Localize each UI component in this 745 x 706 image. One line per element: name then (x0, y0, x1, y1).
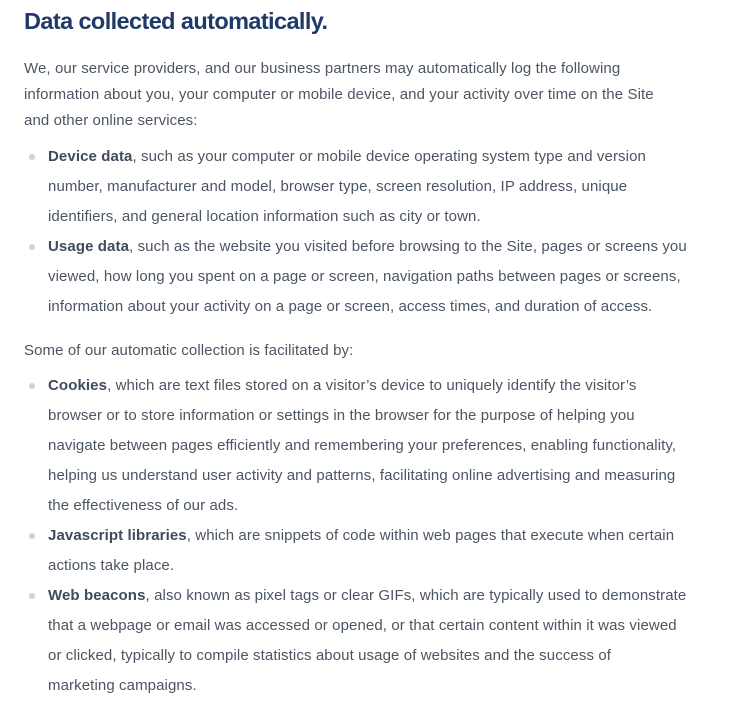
list-item-text: the effectiveness of our ads. (48, 497, 239, 514)
list-item-text: that a webpage or email was accessed or opened, or that certain content within it was viewed (48, 617, 677, 634)
list-item-text: , which are text files stored on a visitor’s device to uniquely identify the visitor’s (107, 377, 637, 394)
list-item-device-data (24, 142, 724, 232)
list-item-text: or clicked, typically to compile statistics about usage of websites and the success of (48, 647, 612, 664)
intro-line: information about you, your computer or mobile device, and your activity over time on the Site (24, 86, 654, 103)
list-item-text: , also known as pixel tags or clear GIFs, which are typically used to demonstrate (145, 587, 687, 604)
list-item-term: Cookies (48, 377, 108, 394)
tracking-technologies-list (24, 371, 724, 701)
facilitated-paragraph (24, 338, 714, 364)
bullet-icon (29, 533, 35, 539)
list-item-text: marketing campaigns. (48, 677, 197, 694)
facilitated-text: Some of our automatic collection is facilitated by: (24, 342, 354, 359)
list-item-text: , such as your computer or mobile device operating system type and version (132, 148, 646, 165)
collected-data-list (24, 142, 724, 322)
list-item-javascript-libraries (24, 521, 724, 581)
list-item-text: navigate between pages efficiently and remembering your preferences, enabling functionality, (48, 437, 677, 454)
list-item-term: Usage data (48, 238, 130, 255)
bullet-icon (29, 593, 35, 599)
list-item-text: , such as the website you visited before browsing to the Site, pages or screens you (129, 238, 687, 255)
list-item-text: viewed, how long you spent on a page or screen, navigation paths between pages or screens, (48, 268, 681, 285)
bullet-icon (29, 383, 35, 389)
list-item-text: identifiers, and general location information such as city or town. (48, 208, 481, 225)
bullet-icon (29, 244, 35, 250)
section-heading: Data collected automatically. (24, 8, 328, 34)
list-item-text: information about your activity on a page or screen, access times, and duration of access. (48, 298, 653, 315)
intro-paragraph (24, 56, 714, 134)
intro-line: We, our service providers, and our business partners may automatically log the following (24, 60, 621, 77)
list-item-term: Javascript libraries (48, 527, 187, 544)
bullet-icon (29, 154, 35, 160)
list-item-text: actions take place. (48, 557, 175, 574)
list-item-text: number, manufacturer and model, browser type, screen resolution, IP address, unique (48, 178, 628, 195)
list-item-text: , which are snippets of code within web pages that execute when certain (186, 527, 675, 544)
list-item-term: Web beacons (48, 587, 146, 604)
list-item-cookies (24, 371, 724, 521)
list-item-web-beacons (24, 581, 724, 701)
list-item-usage-data (24, 232, 724, 322)
list-item-text: browser or to store information or settings in the browser for the purpose of helping you (48, 407, 635, 424)
intro-line: and other online services: (24, 112, 198, 129)
list-item-term: Device data (48, 148, 133, 165)
list-item-text: helping us understand user activity and patterns, facilitating online advertising and measuring (48, 467, 676, 484)
